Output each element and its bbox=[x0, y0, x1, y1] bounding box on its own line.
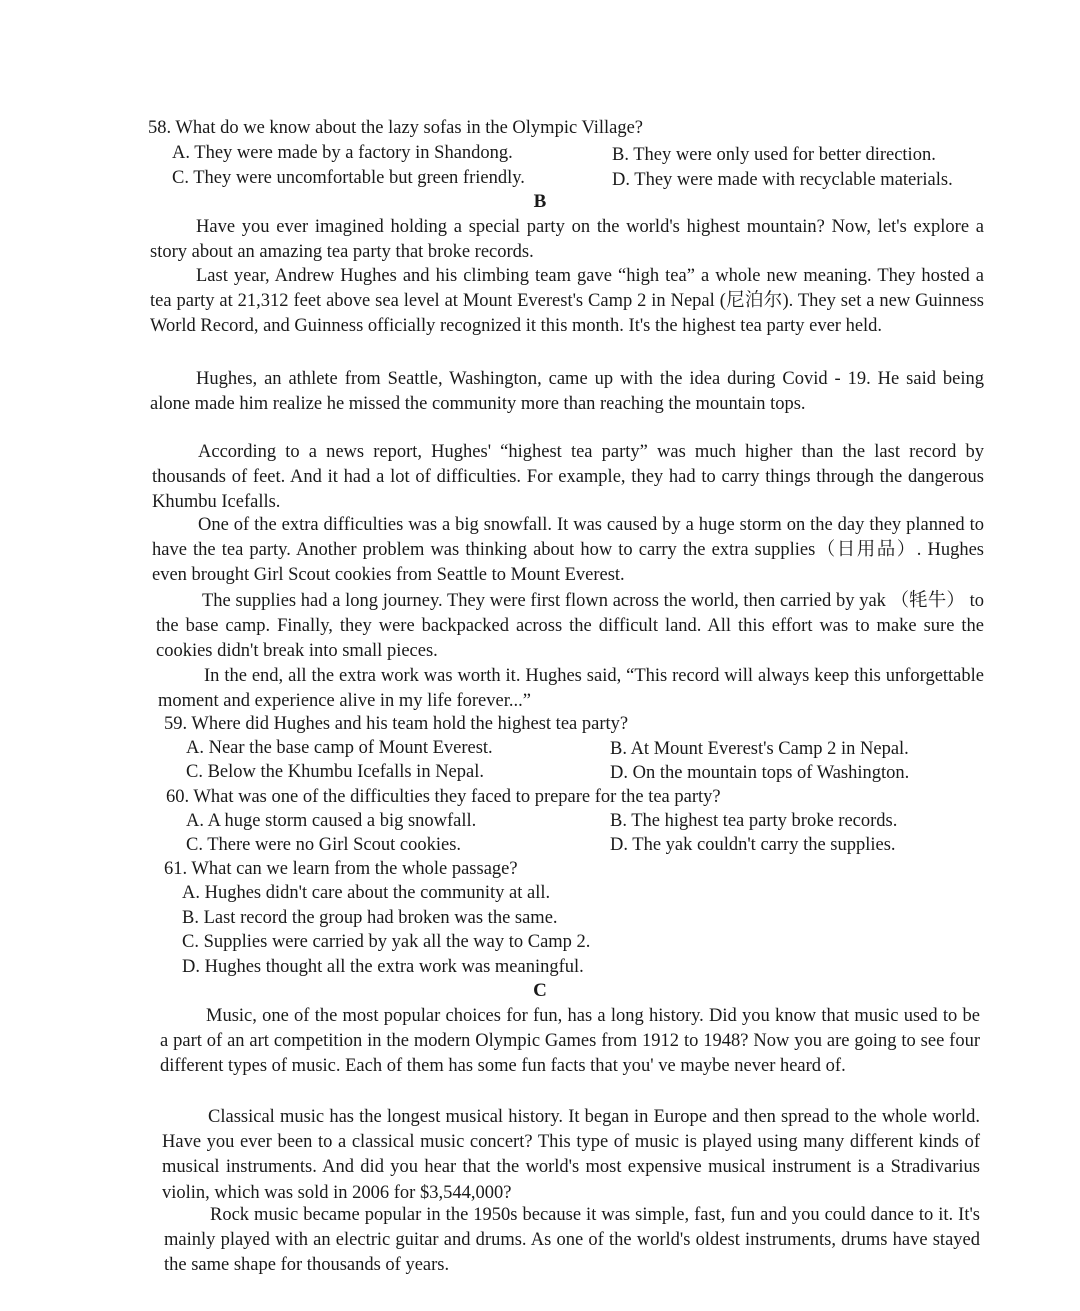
question-59-option-b: B. At Mount Everest's Camp 2 in Nepal. bbox=[610, 739, 909, 759]
section-b-paragraph-5: One of the extra difficulties was a big snowfall. It was caused by a huge storm on the day they planned to have the tea party. Another problem was thinking about how to carry the extra supplies（日用品）. Hughes even brought Girl Scout cookies from Seattle to Mount Everest. bbox=[152, 515, 984, 586]
question-58-option-b: B. They were only used for better direction. bbox=[612, 145, 936, 165]
question-61-option-b: B. Last record the group had broken was the same. bbox=[182, 908, 558, 928]
question-59-stem: 59. Where did Hughes and his team hold the highest tea party? bbox=[164, 714, 629, 734]
question-59-option-a: A. Near the base camp of Mount Everest. bbox=[186, 738, 493, 758]
question-60-option-a: A. A huge storm caused a big snowfall. bbox=[186, 811, 477, 831]
section-c-paragraph-2: Classical music has the longest musical history. It began in Europe and then spread to the whole world. Have you ever been to a classical music concert? This type of music is played using many different kinds of musical instruments. And did you hear that the world's most expensive musical instrument is a Stradivarius violin, which was sold in 2006 for $3,544,000? bbox=[162, 1107, 980, 1203]
section-b-heading: B bbox=[533, 191, 547, 212]
question-61-option-c: C. Supplies were carried by yak all the way to Camp 2. bbox=[182, 932, 591, 952]
section-b-paragraph-6: The supplies had a long journey. They were first flown across the world, then carried by yak （牦牛） to the base camp. Finally, they were backpacked across the difficult land. All this effort was to make sure the cookies didn't break into small pieces. bbox=[156, 591, 984, 662]
section-b-paragraph-4: According to a news report, Hughes' “highest tea party” was much higher than the last record by thousands of feet. And it had a lot of difficulties. For example, they had to carry things through the dangerous Khumbu Icefalls. bbox=[152, 442, 984, 513]
section-b-paragraph-7: In the end, all the extra work was worth it. Hughes said, “This record will always keep this unforgettable moment and experience alive in my life forever...” bbox=[158, 666, 984, 712]
question-59-option-c: C. Below the Khumbu Icefalls in Nepal. bbox=[186, 762, 484, 782]
question-58-option-d: D. They were made with recyclable materials. bbox=[612, 170, 953, 190]
section-b-paragraph-1: Have you ever imagined holding a special party on the world's highest mountain? Now, let's explore a story about an amazing tea party that broke records. bbox=[150, 217, 984, 263]
section-b-paragraph-3: Hughes, an athlete from Seattle, Washington, came up with the idea during Covid - 19. He said being alone made him realize he missed the community more than reaching the mountain tops. bbox=[150, 369, 984, 415]
question-58-stem: 58. What do we know about the lazy sofas in the Olympic Village? bbox=[148, 118, 644, 138]
section-c-heading: C bbox=[533, 980, 547, 1001]
section-c-paragraph-1: Music, one of the most popular choices for fun, has a long history. Did you know that music used to be a part of an art competition in the modern Olympic Games from 1912 to 1948? Now you are going to see four different types of music. Each of them has some fun facts that you' ve maybe never heard of. bbox=[160, 1006, 980, 1077]
question-61-stem: 61. What can we learn from the whole passage? bbox=[164, 859, 518, 879]
section-b-paragraph-2: Last year, Andrew Hughes and his climbing team gave “high tea” a whole new meaning. They hosted a tea party at 21,312 feet above sea level at Mount Everest's Camp 2 in Nepal (尼泊尔). They set a new Guinness World Record, and Guinness officially recognized it this month. It's the highest tea party ever held. bbox=[150, 266, 984, 337]
question-58-option-c: C. They were uncomfortable but green friendly. bbox=[172, 168, 525, 188]
question-61-option-d: D. Hughes thought all the extra work was meaningful. bbox=[182, 957, 584, 977]
section-c-paragraph-3: Rock music became popular in the 1950s because it was simple, fast, fun and you could dance to it. It's mainly played with an electric guitar and drums. As one of the world's oldest instruments, drums have stayed the same shape for thousands of years. bbox=[164, 1205, 980, 1276]
question-60-stem: 60. What was one of the difficulties they faced to prepare for the tea party? bbox=[166, 787, 721, 807]
question-58-option-a: A. They were made by a factory in Shandong. bbox=[172, 143, 513, 163]
question-60-option-b: B. The highest tea party broke records. bbox=[610, 811, 898, 831]
question-59-option-d: D. On the mountain tops of Washington. bbox=[610, 763, 910, 783]
question-60-option-c: C. There were no Girl Scout cookies. bbox=[186, 835, 462, 855]
question-61-option-a: A. Hughes didn't care about the community at all. bbox=[182, 883, 551, 903]
question-60-option-d: D. The yak couldn't carry the supplies. bbox=[610, 835, 896, 855]
